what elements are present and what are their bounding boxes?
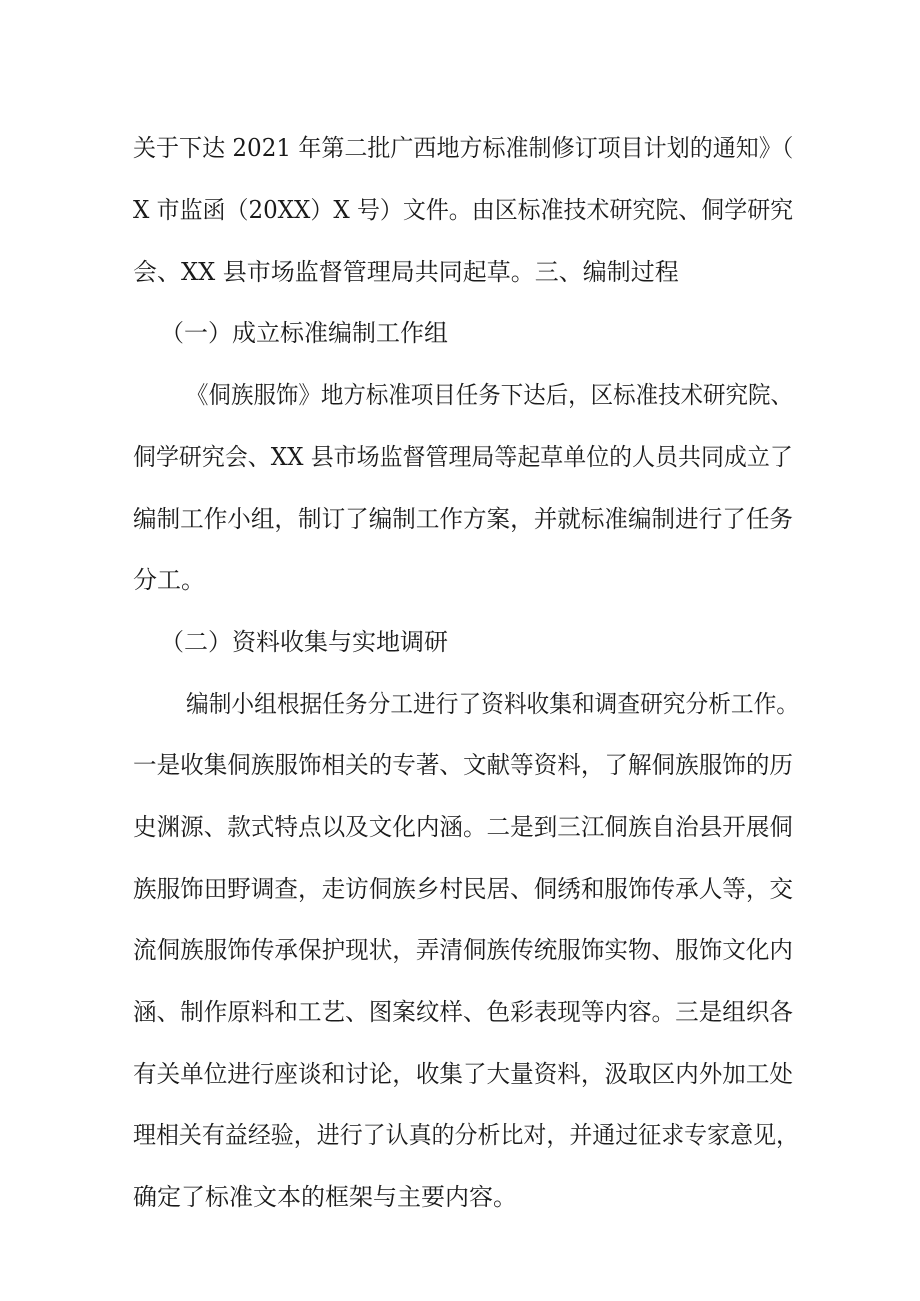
text-line: 流侗族服饰传承保护现状，弄清侗族传统服饰实物、服饰文化内	[133, 936, 793, 964]
text-line: 有关单位进行座谈和讨论，收集了大量资料，汲取区内外加工处	[133, 1060, 793, 1088]
text-line: 一是收集侗族服饰相关的专著、文献等资料，了解侗族服饰的历	[133, 751, 793, 779]
text-line: 关于下达 2021 年第二批广西地方标准制修订项目计划的通知》（	[133, 134, 794, 162]
text-line: 族服饰田野调查，走访侗族乡村民居、侗绣和服饰传承人等，交	[133, 875, 793, 903]
section-heading-2: （二）资料收集与实地调研	[160, 628, 448, 656]
text-line: 确定了标准文本的框架与主要内容。	[133, 1183, 517, 1211]
text-line: 编制小组根据任务分工进行了资料收集和调查研究分析工作。	[186, 690, 800, 718]
text-line: X 市监函（20XX）X 号）文件。由区标准技术研究院、侗学研究	[133, 196, 794, 224]
text-line: 涵、制作原料和工艺、图案纹样、色彩表现等内容。三是组织各	[133, 998, 793, 1026]
text-line: 史渊源、款式特点以及文化内涵。二是到三江侗族自治县开展侗	[133, 813, 793, 841]
text-line: 编制工作小组，制订了编制工作方案，并就标准编制进行了任务	[133, 505, 793, 533]
text-line: 分工。	[133, 566, 205, 594]
section-heading-1: （一）成立标准编制工作组	[160, 319, 448, 347]
text-line: 《侗族服饰》地方标准项目任务下达后，区标准技术研究院、	[186, 381, 793, 409]
text-line: 侗学研究会、XX 县市场监督管理局等起草单位的人员共同成立了	[133, 443, 793, 471]
text-line: 会、XX 县市场监督管理局共同起草。三、编制过程	[133, 258, 679, 286]
text-line: 理相关有益经验，进行了认真的分析比对，并通过征求专家意见，	[133, 1121, 800, 1149]
